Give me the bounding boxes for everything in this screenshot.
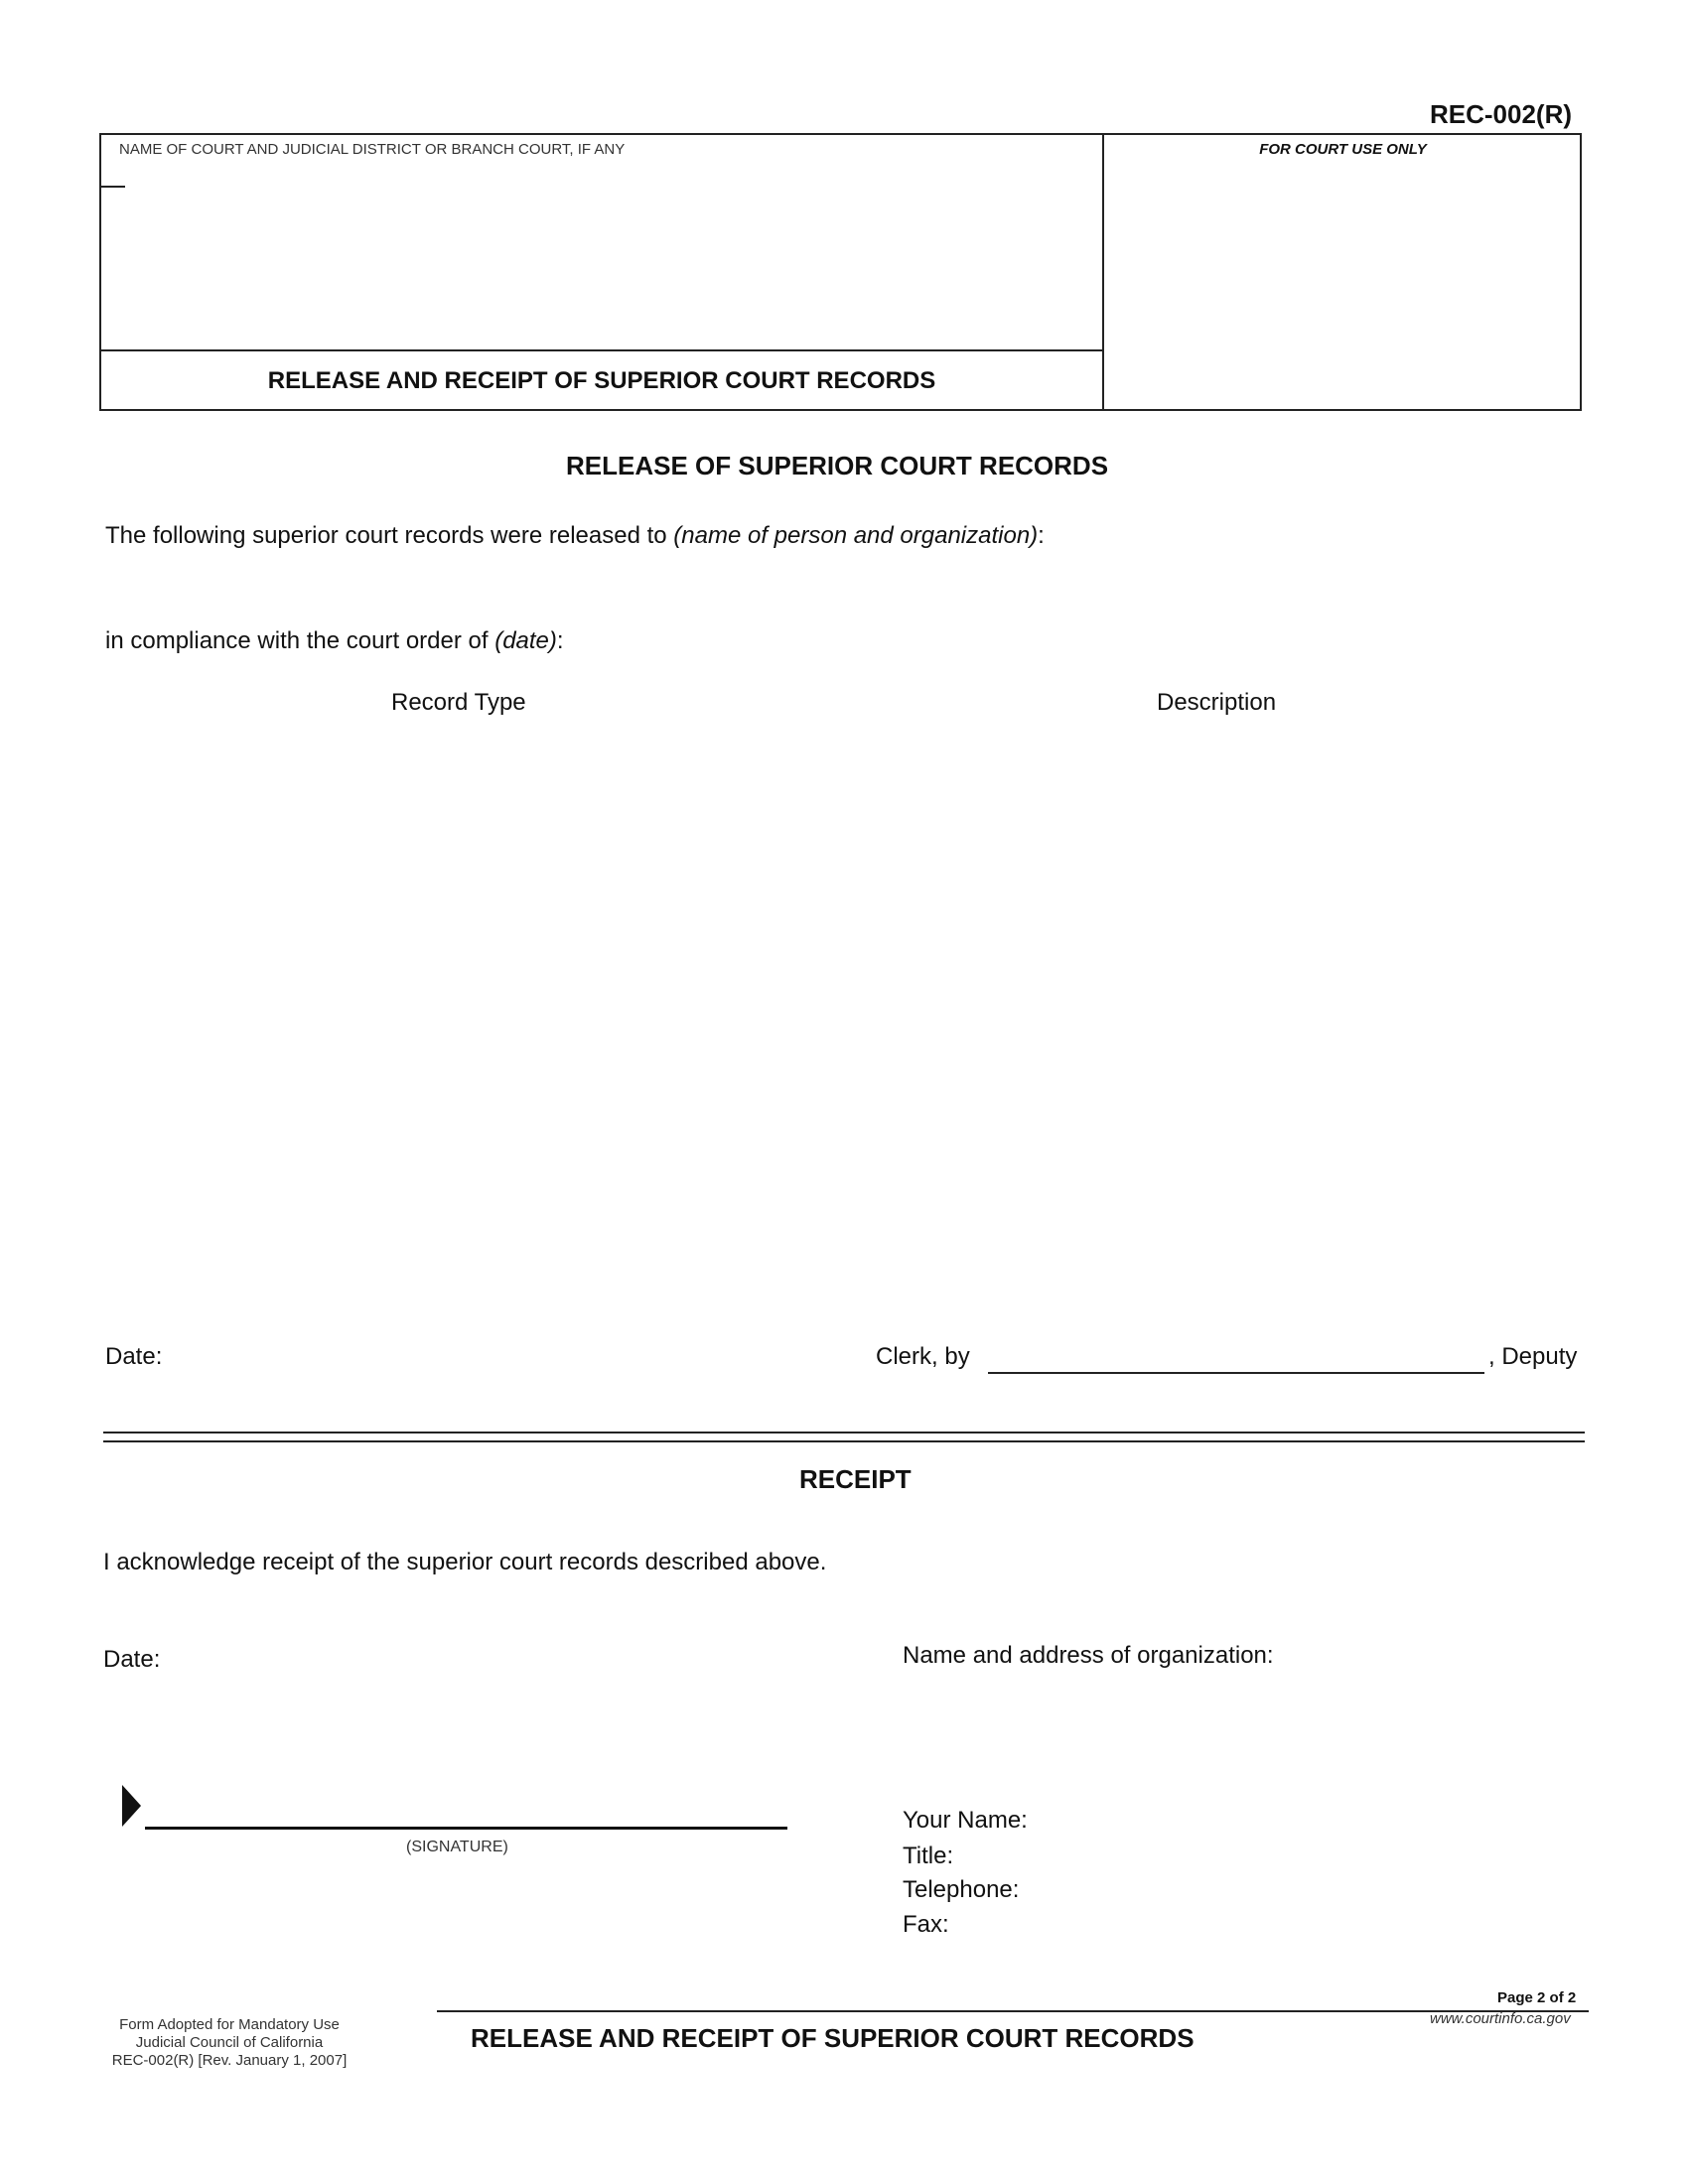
footer-form-title: RELEASE AND RECEIPT OF SUPERIOR COURT RECORDS bbox=[471, 2023, 1195, 2053]
release-section-title: RELEASE OF SUPERIOR COURT RECORDS bbox=[566, 451, 1109, 480]
signature-line[interactable] bbox=[145, 1827, 787, 1830]
released-to-hint: (name of person and organization) bbox=[673, 522, 1039, 549]
fax-label: Fax: bbox=[903, 1911, 949, 1938]
title-label: Title: bbox=[903, 1843, 954, 1869]
description-header: Description bbox=[1157, 689, 1277, 716]
telephone-label: Telephone: bbox=[903, 1876, 1020, 1903]
release-date-label: Date: bbox=[105, 1343, 163, 1370]
released-to-colon: : bbox=[1038, 522, 1045, 549]
footer-adopted-line3: REC-002(R) [Rev. January 1, 2007] bbox=[111, 2052, 348, 2069]
court-name-cell[interactable] bbox=[101, 135, 1104, 409]
released-to-line[interactable] bbox=[105, 522, 1045, 550]
compliance-colon: : bbox=[556, 627, 564, 654]
receipt-date-label: Date: bbox=[103, 1646, 161, 1673]
footer-adopted-line2: Judicial Council of California bbox=[135, 2034, 324, 2051]
compliance-line[interactable] bbox=[105, 627, 564, 655]
caption-form-title: RELEASE AND RECEIPT OF SUPERIOR COURT RECORDS bbox=[101, 349, 1102, 411]
court-name-field-mark bbox=[101, 186, 125, 188]
released-to-text: The following superior court records were released to bbox=[105, 522, 674, 549]
signature-caption: (SIGNATURE) bbox=[406, 1839, 508, 1855]
footer-rule bbox=[437, 2010, 1589, 2012]
clerk-signature-line[interactable] bbox=[988, 1372, 1484, 1374]
section-divider-top bbox=[103, 1432, 1585, 1433]
compliance-text: in compliance with the court order of bbox=[105, 627, 495, 654]
acknowledge-text: I acknowledge receipt of the superior court records described above. bbox=[103, 1549, 827, 1575]
form-number: REC-002(R) bbox=[1430, 99, 1573, 129]
compliance-hint: (date) bbox=[494, 627, 557, 654]
footer-adoption-info bbox=[97, 2016, 361, 2070]
page-number: Page 2 of 2 bbox=[1497, 1989, 1577, 2006]
footer-website: www.courtinfo.ca.gov bbox=[1430, 2010, 1571, 2027]
clerk-label: Clerk, by bbox=[876, 1343, 970, 1370]
section-divider-bottom bbox=[103, 1440, 1585, 1442]
deputy-label: , Deputy bbox=[1488, 1343, 1578, 1370]
your-name-label: Your Name: bbox=[903, 1807, 1028, 1834]
organization-label: Name and address of organization: bbox=[903, 1642, 1274, 1669]
court-name-label: NAME OF COURT AND JUDICIAL DISTRICT OR BRANCH COURT, IF ANY bbox=[119, 141, 626, 158]
caption-box bbox=[99, 133, 1582, 411]
receipt-section-title: RECEIPT bbox=[799, 1464, 912, 1494]
record-type-header: Record Type bbox=[391, 689, 526, 716]
footer-adopted-line1: Form Adopted for Mandatory Use bbox=[119, 2016, 340, 2033]
court-use-only-label: FOR COURT USE ONLY bbox=[1259, 141, 1427, 158]
signature-arrow-icon bbox=[122, 1785, 141, 1827]
